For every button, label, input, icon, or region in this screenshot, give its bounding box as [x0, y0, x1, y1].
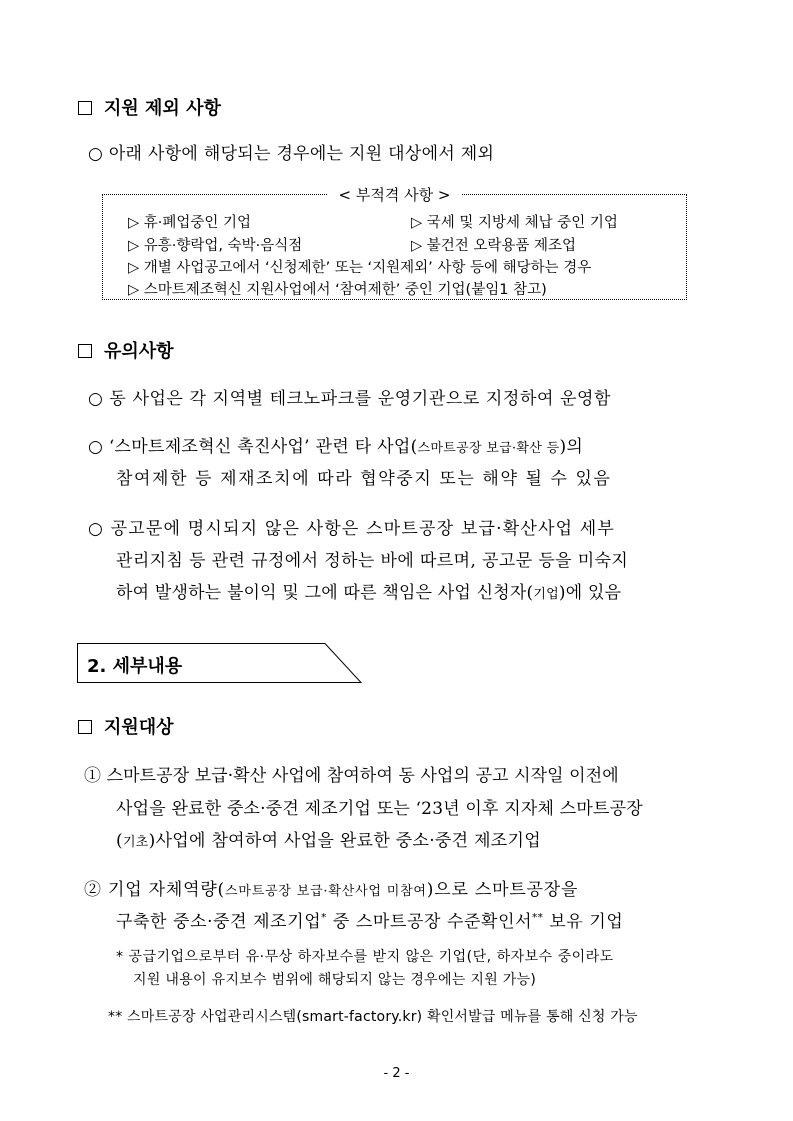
target-item-1-line-2: 사업을 완료한 중소·중견 제조기업 또는 ‘23년 이후 지자체 스마트공장 — [116, 799, 643, 819]
ineligible-item: ▷ 국세 및 지방세 체납 중인 기업 — [411, 215, 618, 231]
ineligible-item: ▷ 개별 사업공고에서 ‘신청제한’ 또는 ‘지원제외’ 사항 등에 해당하는 경우 — [128, 260, 592, 276]
page-number: - 2 - — [383, 1066, 410, 1081]
target-item-1-line-3: (기초)사업에 참여하여 사업을 완료한 중소·중견 제조기업 — [116, 831, 541, 851]
target-heading: 지원대상 — [78, 713, 174, 739]
footnote-1-line-1: * 공급기업으로부터 유·무상 하자보수를 받지 않은 기업(단, 하자보수 중이라도 — [116, 949, 614, 965]
notes-paragraph-3-line-1: ○ 공고문에 명시되지 않은 사항은 스마트공장 보급·확산사업 세부 — [88, 519, 616, 539]
notes-paragraph-3-line-3: 하여 발생하는 불이익 및 그에 따른 책임은 사업 신청자(기업)에 있음 — [116, 583, 622, 603]
target-item-2-line-1: ② 기업 자체역량(스마트공장 보급·확산사업 미참여)으로 스마트공장을 — [84, 880, 579, 900]
checkbox-square-icon — [78, 101, 92, 115]
notes-heading: 유의사항 — [78, 337, 174, 363]
ineligible-item: ▷ 스마트제조혁신 지원사업에서 ‘참여제한’ 중인 기업(붙임1 참고) — [128, 282, 547, 298]
notes-paragraph-3-line-2: 관리지침 등 관련 규정에서 정하는 바에 따르며, 공고문 등을 미숙지 — [116, 551, 629, 571]
checkbox-square-icon — [78, 720, 92, 734]
exclusion-heading: 지원 제외 사항 — [78, 94, 221, 120]
ineligible-item: ▷ 휴·폐업중인 기업 — [128, 215, 252, 231]
checkbox-square-icon — [78, 344, 92, 358]
notes-paragraph-2-line-1: ○ ‘스마트제조혁신 촉진사업’ 관련 타 사업(스마트공장 보급·확산 등)의 — [88, 437, 584, 457]
ineligible-item: ▷ 유흥·향락업, 숙박·음식점 — [128, 238, 303, 254]
exclusion-intro: ○ 아래 사항에 해당되는 경우에는 지원 대상에서 제외 — [88, 144, 495, 164]
section-2-header — [77, 643, 362, 683]
footnote-1-line-2: 지원 내용이 유지보수 범위에 해당되지 않는 경우에는 지원 가능) — [133, 972, 537, 988]
target-item-1-line-1: ① 스마트공장 보급·확산 사업에 참여하여 동 사업의 공고 시작일 이전에 — [84, 766, 619, 786]
footnote-2: ** 스마트공장 사업관리시스템(smart-factory.kr) 확인서발급 메뉴를 통해 신청 가능 — [108, 1009, 638, 1025]
ineligible-item: ▷ 불건전 오락용품 제조업 — [411, 238, 577, 254]
ineligible-box — [102, 186, 687, 300]
notes-paragraph-1: ○ 동 사업은 각 지역별 테크노파크를 운영기관으로 지정하여 운영함 — [88, 389, 612, 409]
notes-paragraph-2-line-2: 참여제한 등 제재조치에 따라 협약중지 또는 해약 될 수 있음 — [116, 469, 612, 489]
ineligible-box-title: < 부적격 사항 > — [327, 186, 463, 204]
target-item-2-line-2: 구축한 중소·중견 제조기업* 중 스마트공장 수준확인서** 보유 기업 — [116, 912, 624, 932]
section-2-title: 2. 세부내용 — [87, 656, 183, 677]
